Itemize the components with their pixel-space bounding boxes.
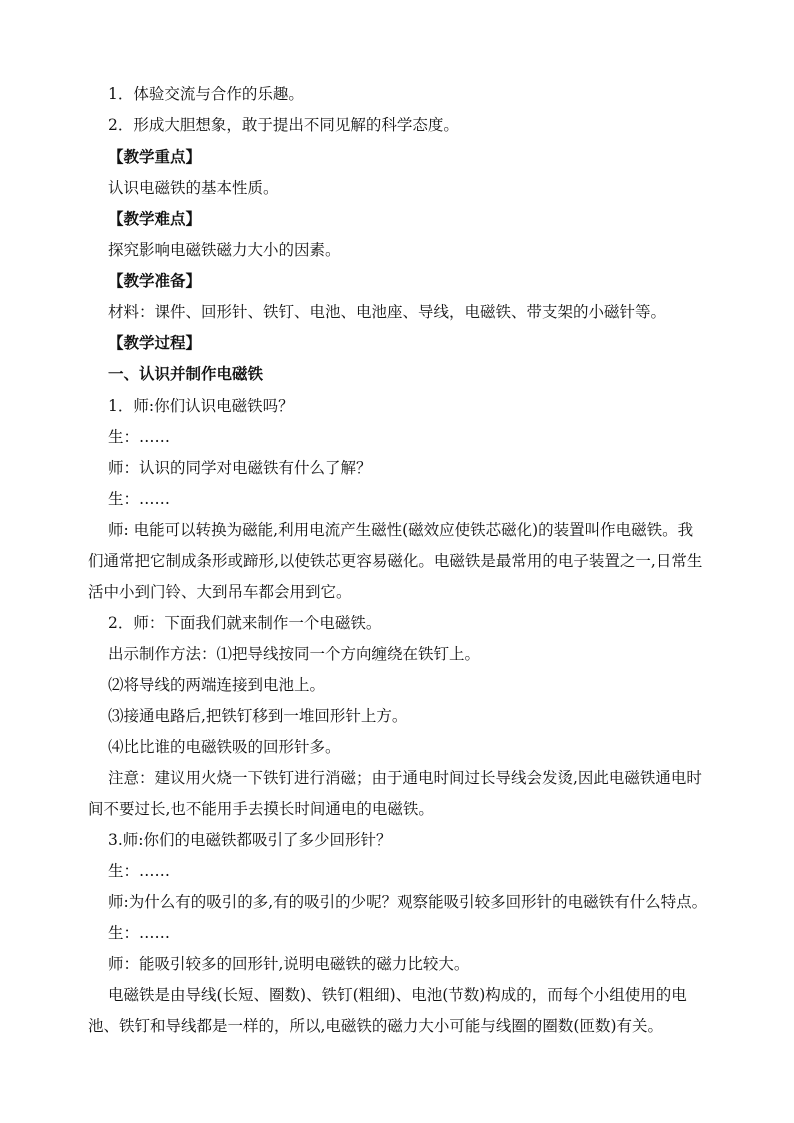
dialogue-line: 3.师:你们的电磁铁都吸引了多少回形针？ <box>108 831 392 849</box>
paragraph-line: 师: 电能可以转换为磁能,利用电流产生磁性(磁效应使铁芯磁化)的装置叫作电磁铁。我 <box>108 521 694 539</box>
note-line: 注意：建议用火烧一下铁钉进行消磁；由于通电时间过长导线会发烫,因此电磁铁通电时 <box>108 769 702 787</box>
heading-difficulties: 【教学难点】 <box>108 209 202 228</box>
heading-key-points: 【教学重点】 <box>108 147 202 166</box>
note-line: 间不要过长,也不能用手去摸长时间通电的电磁铁。 <box>88 800 434 818</box>
difficulties-text: 探究影响电磁铁磁力大小的因素。 <box>108 241 341 259</box>
objective-2: 2．形成大胆想象，敢于提出不同见解的科学态度。 <box>108 116 459 134</box>
heading-process: 【教学过程】 <box>108 333 202 352</box>
dialogue-line: 生：…… <box>108 862 171 880</box>
section-title: 一、认识并制作电磁铁 <box>108 364 264 383</box>
dialogue-line: 2．师：下面我们就来制作一个电磁铁。 <box>108 614 382 632</box>
dialogue-line: 师：能吸引较多的回形针,说明电磁铁的磁力比较大。 <box>108 955 470 973</box>
method-step: ⑷比比谁的电磁铁吸的回形针多。 <box>108 738 341 756</box>
method-step: ⑶接通电路后,把铁钉移到一堆回形针上方。 <box>108 707 408 725</box>
paragraph-line: 电磁铁是由导线(长短、圈数)、铁钉(粗细)、电池(节数)构成的，而每个小组使用的电 <box>108 986 687 1004</box>
paragraph-line: 们通常把它制成条形或蹄形,以使铁芯更容易磁化。电磁铁是最常用的电子装置之一,日常生 <box>88 552 703 570</box>
dialogue-line: 生：…… <box>108 924 171 942</box>
dialogue-line: 1．师:你们认识电磁铁吗？ <box>108 397 294 415</box>
dialogue-line: 生：…… <box>108 490 171 508</box>
paragraph-line: 池、铁钉和导线都是一样的，所以,电磁铁的磁力大小可能与线圈的圈数(匝数)有关。 <box>88 1017 664 1035</box>
objective-1: 1．体验交流与合作的乐趣。 <box>108 85 304 103</box>
dialogue-line: 生：…… <box>108 428 171 446</box>
method-step: 出示制作方法：⑴把导线按同一个方向缠绕在铁钉上。 <box>108 645 481 663</box>
dialogue-line: 师：认识的同学对电磁铁有什么了解？ <box>108 459 372 477</box>
paragraph-line: 活中小到门铃、大到吊车都会用到它。 <box>88 583 352 601</box>
heading-preparation: 【教学准备】 <box>108 271 202 290</box>
materials-text: 材料：课件、回形针、铁钉、电池、电池座、导线，电磁铁、带支架的小磁针等。 <box>108 303 667 321</box>
key-points-text: 认识电磁铁的基本性质。 <box>108 179 279 197</box>
method-step: ⑵将导线的两端连接到电池上。 <box>108 676 326 694</box>
dialogue-line: 师:为什么有的吸引的多,有的吸引的少呢？观察能吸引较多回形针的电磁铁有什么特点。 <box>108 893 708 911</box>
